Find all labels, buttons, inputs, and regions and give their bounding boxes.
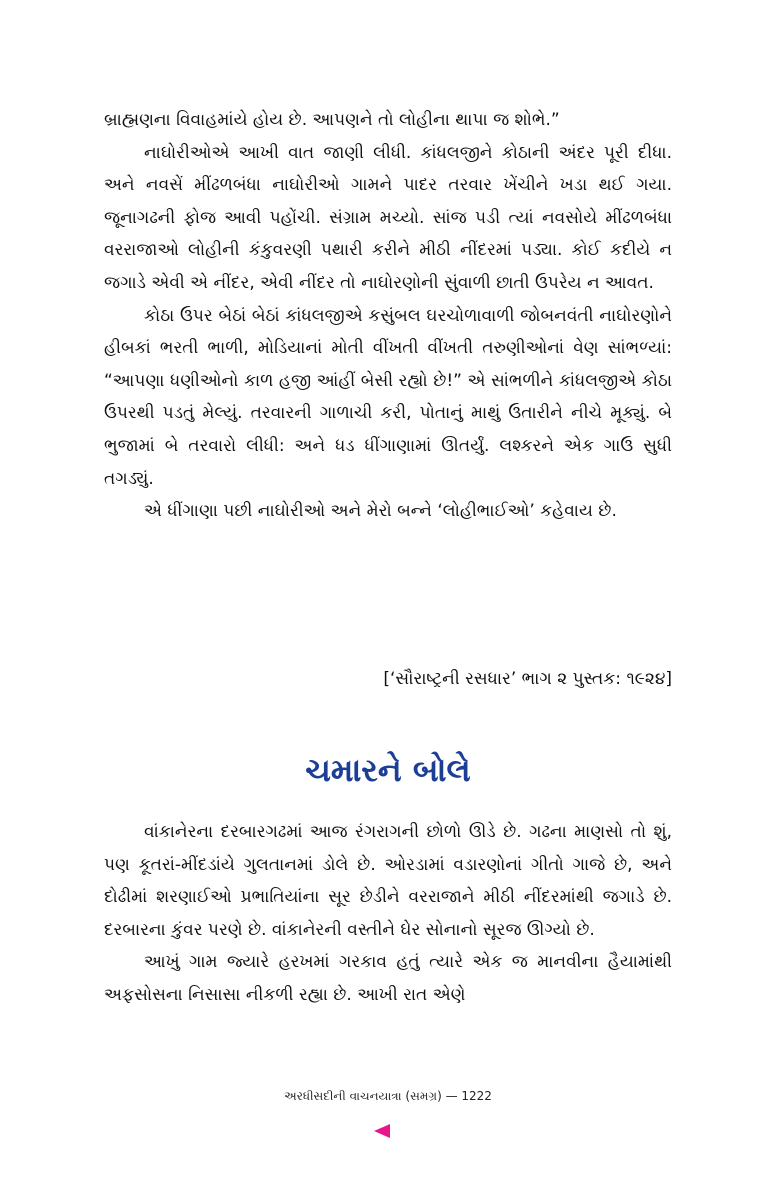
footer-page-number: 1222 [461,1089,492,1103]
previous-page-arrow-icon[interactable] [374,1124,390,1138]
story-2-body [104,816,672,1012]
story-2-paragraph-2: આખું ગામ જ્યારે હરખમાં ગરકાવ હતું ત્યારે એક જ માનવીના હૈયામાંથી અફસોસના નિસાસા નીકળી રહ્યા છે. આખી રાત એણે [104,952,672,1005]
story-1-paragraph-3: કોઠા ઉપર બેઠાં બેઠાં કાંધલજીએ કસુંબલ ઘરચોળાવાળી જોબનવંતી નાઘોરણોને હીબકાં ભરતી ભાળી, મોડિયાનાં મોતી વીંખતી વીંખતી તરુણીઓનાં વેણ સાંભળ્યાં: “આપણા ધણીઓનો કાળ હજી આંહીં બેસી રહ્યો છે!” એ સાંભળીને કાંધલજીએ કોઠા ઉપરથી પડતું મેલ્યું. તરવારની ગાળાચી કરી, પોતાનું માથું ઉતારીને નીચે મૂક્યું. બે ભુજામાં બે તરવારો લીધી: અને ધડ ધીંગાણામાં ઊતર્યું. લશ્કરને એક ગાઉ સુધી તગડ્યું. [104,305,672,489]
source-citation: [‘સૌરાષ્ટ્રની રસધાર’ ભાગ ૨ પુસ્તક: ૧૯૨૪] [383,669,672,689]
story-1-paragraph-2: નાઘોરીઓએ આખી વાત જાણી લીધી. કાંધલજીને કોઠાની અંદર પૂરી દીધા. અને નવસેં મીંઢળબંધા નાઘોરીઓ ગામને પાદર તરવાર ખેંચીને ખડા થઈ ગયા. જૂનાગઢની ફોજ આવી પહોંચી. સંગ્રામ મચ્યો. સાંજ પડી ત્યાં નવસોયે મીંઢળબંધા વરરાજાઓ લોહીની કંકુવરણી પથારી કરીને મીઠી નીંદરમાં પડ્યા. કોઈ કદીયે ન જગાડે એવી એ નીંદર, એવી નીંદર તો નાઘોરણોની સુંવાળી છાતી ઉપરેય ન આવત. [104,142,672,293]
footer-book-title: અરધીસદીની વાચનયાત્રા (સમગ્ર) [284,1089,442,1103]
page-footer [0,1086,776,1106]
story-1-body [104,104,672,528]
chapter-title: ચમારને બોલે [305,751,471,789]
story-1-paragraph-4: એ ધીંગાણા પછી નાઘોરીઓ અને મેરો બન્ને ‘લોહીભાઈઓ’ કહેવાય છે. [144,501,617,522]
story-2-paragraph-1: વાંકાનેરના દરબારગઢમાં આજ રંગરાગની છોળો ઊડે છે. ગઢના માણસો તો શું, પણ કૂતરાં-મીંદડાંયે ગુલતાનમાં ડોલે છે. ઓરડામાં વડારણોનાં ગીતો ગાજે છે, અને દોઢીમાં શરણાઈઓ પ્રભાતિયાંના સૂર છેડીને વરરાજાને મીઠી નીંદરમાંથી જગાડે છે. દરબારના કુંવર પરણે છે. વાંકાનેરની વસ્તીને ઘેર સોનાનો સૂરજ ઊગ્યો છે. [104,822,672,940]
footer-separator: — [445,1089,458,1103]
story-1-paragraph-1: બ્રાહ્મણના વિવાહમાંયે હોય છે. આપણને તો લોહીના થાપા જ શોભે.” [104,110,560,130]
